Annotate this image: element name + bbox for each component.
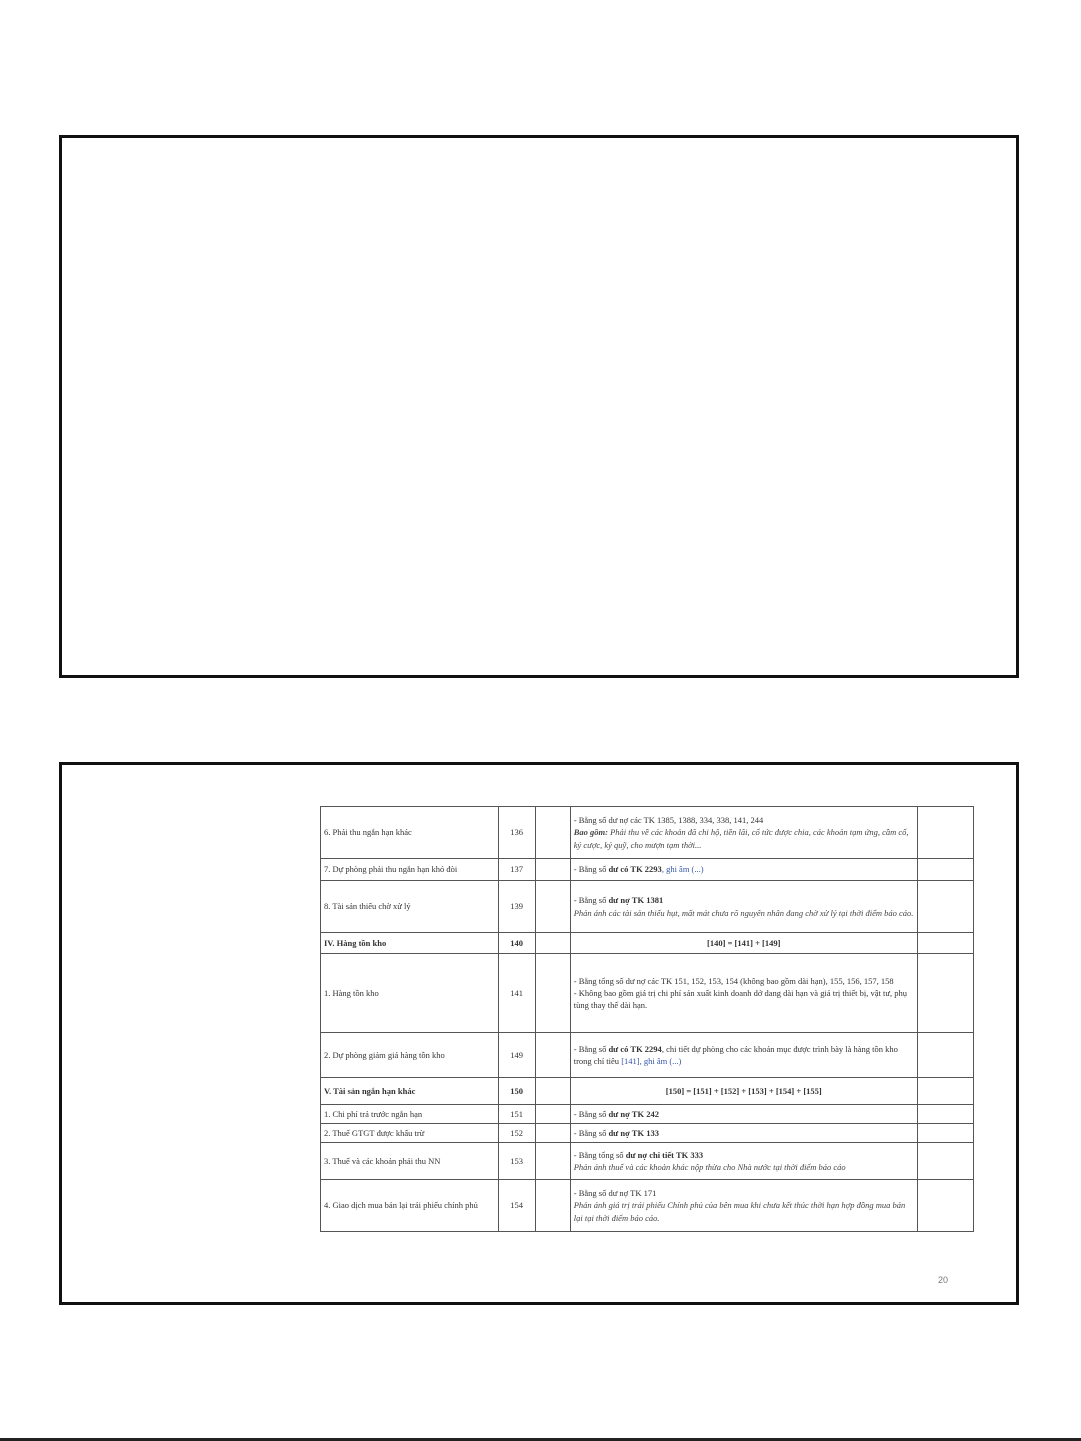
item-description xyxy=(570,1105,917,1124)
desc-account: dư có TK 2293 xyxy=(608,864,662,875)
table-row xyxy=(321,1180,974,1232)
item-extra-cell xyxy=(917,807,973,859)
item-code: 153 xyxy=(498,1143,535,1180)
item-extra-cell xyxy=(917,1078,973,1105)
item-name: 1. Chi phí trả trước ngắn hạn xyxy=(321,1105,499,1124)
item-code: 137 xyxy=(498,859,535,881)
item-note-cell xyxy=(535,1078,570,1105)
desc-account: dư nợ chi tiết TK 333 xyxy=(625,1149,704,1160)
desc-account: dư có TK 2294 xyxy=(608,1043,662,1054)
desc-link: [141], ghi âm (...) xyxy=(621,1056,682,1066)
slide-top-blank xyxy=(59,135,1019,678)
item-code: 149 xyxy=(498,1033,535,1078)
desc-account: dư nợ TK 1381 xyxy=(608,895,664,906)
item-description xyxy=(570,807,917,859)
desc-line: - Không bao gồm giá trị chi phí sản xuất kinh doanh dở dang dài hạn và giá trị thiết bị, vật tư, phụ tùng thay thế dài hạn. xyxy=(573,987,907,1011)
table-row xyxy=(321,807,974,859)
item-description xyxy=(570,1033,917,1078)
item-code: 154 xyxy=(498,1180,535,1232)
item-name: 6. Phải thu ngắn hạn khác xyxy=(321,807,499,859)
item-description xyxy=(570,1143,917,1180)
item-code: 139 xyxy=(498,881,535,933)
item-description xyxy=(570,1180,917,1232)
item-note-cell xyxy=(535,807,570,859)
item-extra-cell xyxy=(917,1124,973,1143)
desc-prefix: - Bằng số xyxy=(573,1108,607,1119)
slide-bottom xyxy=(59,762,1019,1305)
item-code: 140 xyxy=(498,933,535,954)
item-extra-cell xyxy=(917,859,973,881)
desc-line: - Bằng số dư nợ TK 171 xyxy=(573,1188,657,1199)
desc-prefix: - Bằng tổng số xyxy=(573,1149,624,1160)
table-row xyxy=(321,933,974,954)
item-note-cell xyxy=(535,859,570,881)
balance-sheet-table xyxy=(320,806,974,1232)
item-note-cell xyxy=(535,1105,570,1124)
page-number: 20 xyxy=(938,1275,949,1285)
item-code: 141 xyxy=(498,954,535,1033)
table-row xyxy=(321,1124,974,1143)
item-name: 8. Tài sản thiếu chờ xử lý xyxy=(321,881,499,933)
item-code: 152 xyxy=(498,1124,535,1143)
table-row xyxy=(321,1033,974,1078)
desc-account: dư nợ TK 242 xyxy=(608,1108,659,1119)
item-code: 151 xyxy=(498,1105,535,1124)
table-row xyxy=(321,1105,974,1124)
item-name: 1. Hàng tồn kho xyxy=(321,954,499,1033)
item-note-cell xyxy=(535,1033,570,1078)
table-row xyxy=(321,881,974,933)
item-note-cell xyxy=(535,881,570,933)
item-code: 136 xyxy=(498,807,535,859)
item-name: 2. Thuế GTGT được khấu trừ xyxy=(321,1124,499,1143)
item-note-cell xyxy=(535,933,570,954)
item-extra-cell xyxy=(917,1180,973,1232)
desc-line: - Bằng số dư nợ các TK 1385, 1388, 334, 338, 141, 244 xyxy=(573,815,764,826)
item-name: 2. Dự phòng giảm giá hàng tồn kho xyxy=(321,1033,499,1078)
item-description xyxy=(570,1124,917,1143)
item-extra-cell xyxy=(917,933,973,954)
item-extra-cell xyxy=(917,881,973,933)
item-code: 150 xyxy=(498,1078,535,1105)
desc-label: Bao gồm: xyxy=(573,827,608,838)
item-extra-cell xyxy=(917,1105,973,1124)
item-note-cell xyxy=(535,1143,570,1180)
item-description xyxy=(570,859,917,881)
item-note-cell xyxy=(535,954,570,1033)
item-name: 3. Thuế và các khoản phải thu NN xyxy=(321,1143,499,1180)
desc-line: - Bằng tổng số dư nợ các TK 151, 152, 153, 154 (không bao gồm dài hạn), 155, 156, 157, 158 xyxy=(573,975,894,986)
desc-note: Phản ánh giá trị trái phiếu Chính phủ của bên mua khi chưa kết thúc thời hạn hợp đồng mua bán lại tại thời điểm báo cáo. xyxy=(573,1200,906,1223)
desc-prefix: - Bằng số xyxy=(573,1127,607,1138)
desc-link: , ghi âm (...) xyxy=(661,864,704,875)
table-row xyxy=(321,954,974,1033)
section-formula: [150] = [151] + [152] + [153] + [154] + [155] xyxy=(570,1078,917,1105)
desc-prefix: - Bằng số xyxy=(573,895,607,906)
item-name: 4. Giao dịch mua bán lại trái phiếu chính phủ xyxy=(321,1180,499,1232)
table-row xyxy=(321,1078,974,1105)
table-row xyxy=(321,1143,974,1180)
desc-text: , chi tiết dự phòng cho các khoản mục được trình bày là hàng tồn kho trong chỉ tiêu xyxy=(573,1043,898,1066)
item-name: 7. Dự phòng phải thu ngắn hạn khó đòi xyxy=(321,859,499,881)
desc-account: dư nợ TK 133 xyxy=(608,1127,659,1138)
item-description xyxy=(570,954,917,1033)
section-formula: [140] = [141] + [149] xyxy=(570,933,917,954)
item-extra-cell xyxy=(917,1033,973,1078)
item-description xyxy=(570,881,917,933)
desc-prefix: - Bằng số xyxy=(573,864,607,875)
item-note-cell xyxy=(535,1180,570,1232)
item-note-cell xyxy=(535,1124,570,1143)
item-extra-cell xyxy=(917,954,973,1033)
desc-prefix: - Bằng số xyxy=(573,1043,607,1054)
section-name: IV. Hàng tồn kho xyxy=(321,933,499,954)
table-row xyxy=(321,859,974,881)
desc-note: Phản ánh thuế và các khoản khác nộp thừa cho Nhà nước tại thời điểm báo cáo xyxy=(573,1162,846,1172)
desc-note: Phản ánh các tài sản thiếu hụt, mất mát chưa rõ nguyên nhân đang chờ xử lý tại thời điểm báo cáo. xyxy=(573,907,914,918)
item-extra-cell xyxy=(917,1143,973,1180)
desc-note: Phải thu về các khoản đã chi hộ, tiền lãi, cổ tức được chia, các khoản tạm ứng, cầm cố, ký cược, ký quỹ, cho mượn tạm thời... xyxy=(573,827,909,850)
section-name: V. Tài sản ngắn hạn khác xyxy=(321,1078,499,1105)
